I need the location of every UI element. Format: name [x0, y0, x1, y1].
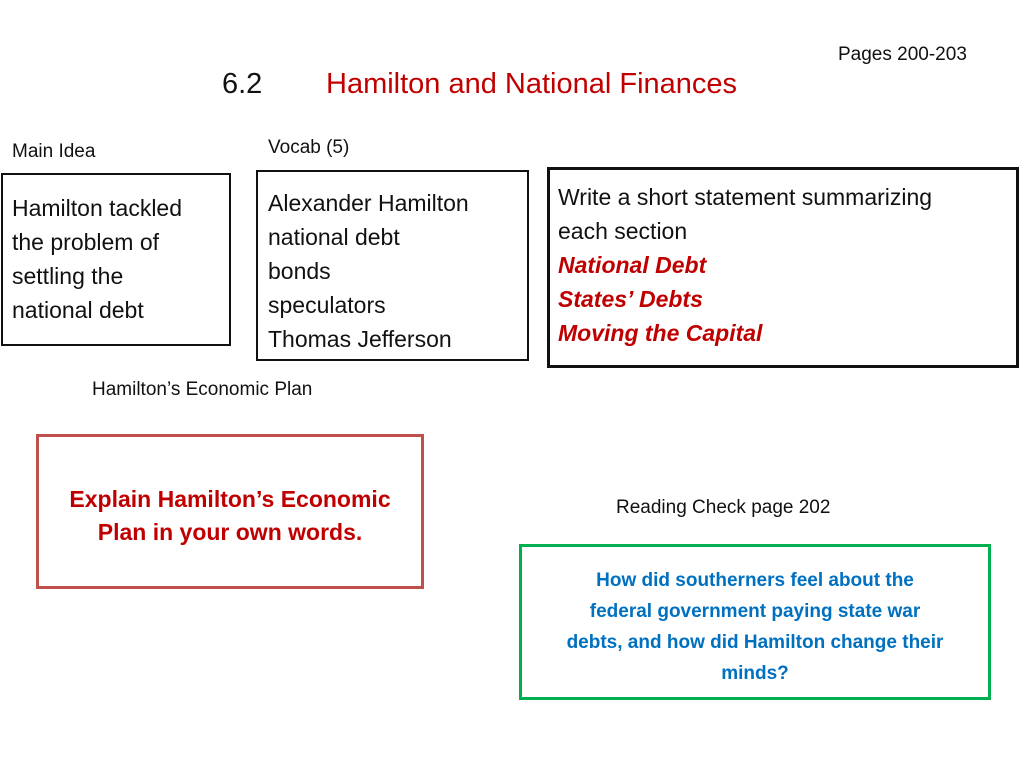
pages-reference: Pages 200-203: [838, 44, 967, 65]
reading-check-line: federal government paying state war: [589, 601, 921, 622]
reading-check-label: Reading Check page 202: [616, 497, 831, 518]
summary-instruction: Write a short statement summarizing: [558, 184, 933, 210]
summary-box: [547, 167, 1019, 368]
summary-section: Moving the Capital: [558, 320, 763, 346]
reading-check-line: minds?: [721, 663, 789, 684]
main-idea-line: settling the: [12, 263, 124, 289]
vocab-term: national debt: [268, 224, 400, 250]
vocab-term: Alexander Hamilton: [268, 190, 469, 216]
page-title: [222, 68, 737, 101]
vocab-term: bonds: [268, 258, 331, 284]
economic-plan-box: [36, 434, 424, 589]
main-idea-line: the problem of: [12, 229, 160, 255]
reading-check-box: [519, 544, 991, 700]
vocab-label: Vocab (5): [268, 137, 350, 158]
summary-instruction: each section: [558, 218, 688, 244]
vocab-term: speculators: [268, 292, 386, 318]
reading-check-line: How did southerners feel about the: [596, 570, 914, 591]
main-idea-line: national debt: [12, 297, 144, 323]
main-idea-label: Main Idea: [12, 141, 96, 162]
main-idea-line: Hamilton tackled: [12, 195, 183, 221]
summary-section: States’ Debts: [558, 286, 703, 312]
section-title: Hamilton and National Finances: [326, 68, 738, 100]
summary-section: National Debt: [558, 252, 707, 278]
economic-plan-line: Plan in your own words.: [97, 519, 363, 545]
main-idea-box: [1, 173, 231, 346]
vocab-box: [256, 170, 529, 361]
economic-plan-line: Explain Hamilton’s Economic: [69, 486, 391, 512]
vocab-term: Thomas Jefferson: [268, 326, 452, 352]
reading-check-line: debts, and how did Hamilton change their: [566, 632, 944, 653]
section-number: 6.2: [222, 68, 263, 100]
economic-plan-label: Hamilton’s Economic Plan: [92, 379, 313, 400]
